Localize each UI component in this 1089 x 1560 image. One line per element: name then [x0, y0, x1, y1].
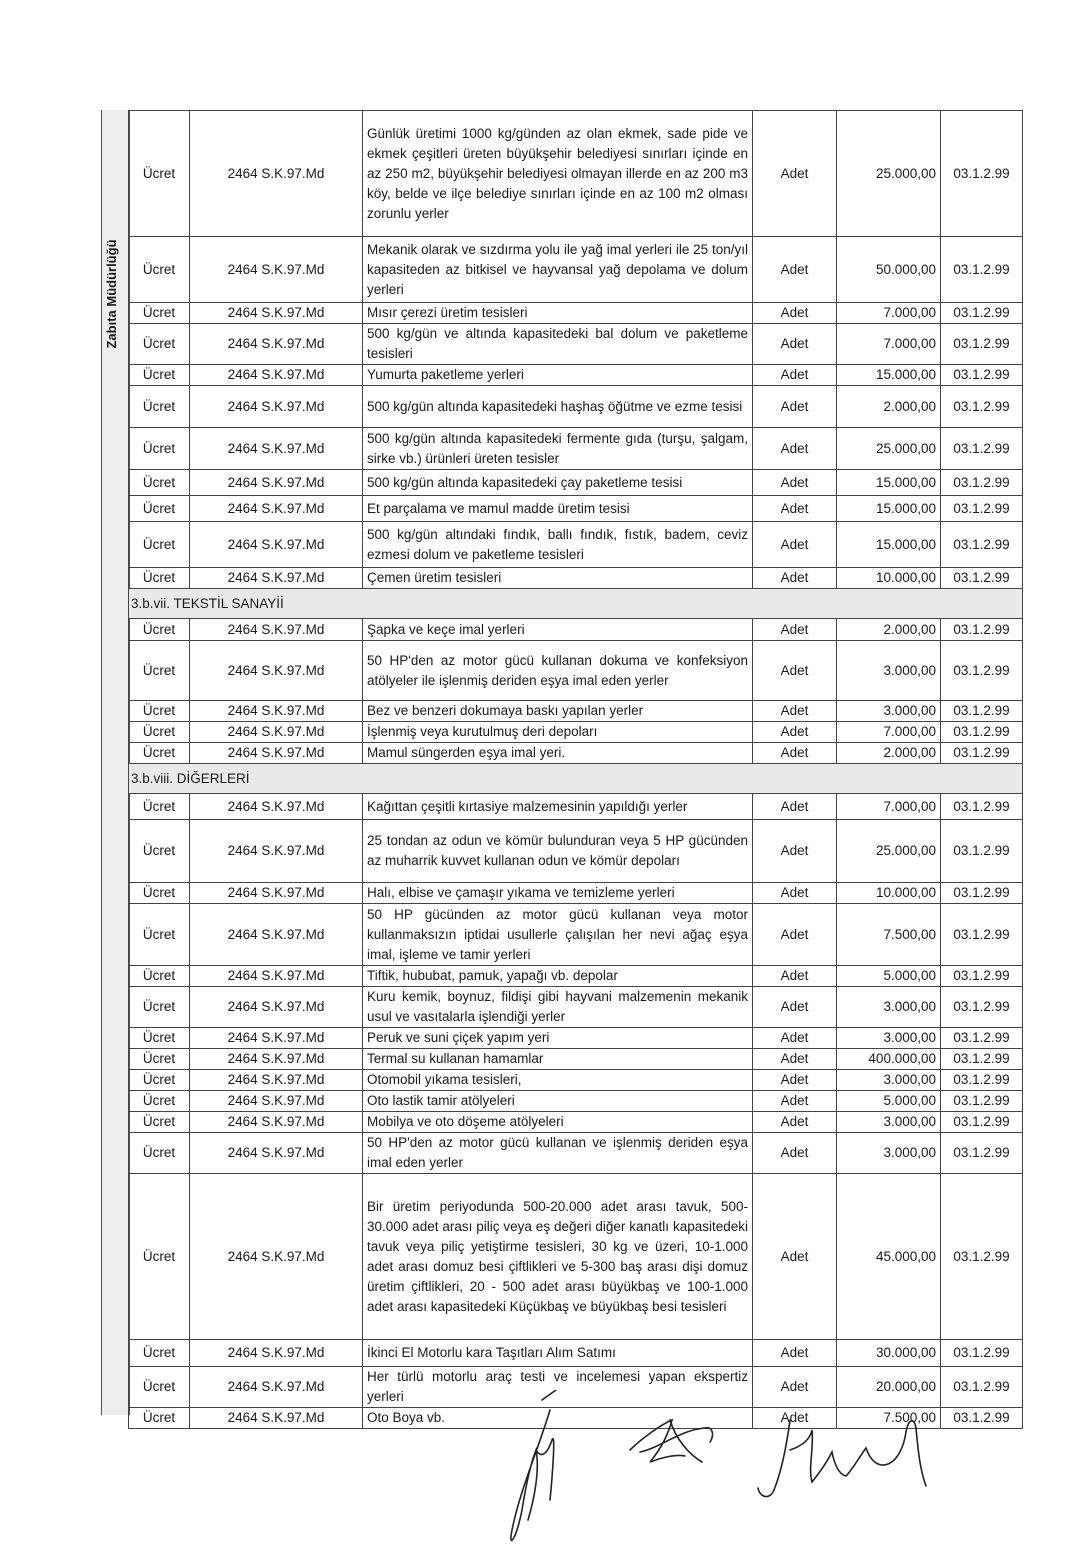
unit-cell: Adet [753, 324, 837, 365]
unit-cell: Adet [753, 496, 837, 522]
amount-cell: 50.000,00 [837, 237, 941, 303]
unit-cell: Adet [753, 1091, 837, 1112]
fee-type-cell: Ücret [129, 1028, 190, 1049]
table-row [129, 568, 1023, 589]
amount-cell: 10.000,00 [837, 883, 941, 904]
amount-cell: 3.000,00 [837, 1133, 941, 1174]
fee-table-body [129, 111, 1023, 1429]
budget-code-cell: 03.1.2.99 [941, 1028, 1023, 1049]
description-cell: Şapka ve keçe imal yerleri [363, 619, 753, 641]
law-reference-cell: 2464 S.K.97.Md [190, 883, 363, 904]
description-cell: Mobilya ve oto döşeme atölyeleri [363, 1112, 753, 1133]
table-row [129, 794, 1023, 820]
table-row [129, 743, 1023, 764]
description-cell: Bir üretim periyodunda 500-20.000 adet arası tavuk, 500-30.000 adet arası piliç veya eş değeri diğer kanatlı kapasitedeki tavuk veya piliç yetiştirme tesisleri, 30 kg ve üzeri, 10-1.000 adet arası domuz besi çiftlikleri ve 5-300 baş arası dişi domuz üretim çiftlikleri, 20 - 500 adet arası büyükbaş ve 100-1.000 adet arası kapasitedeki Küçükbaş ve büyükbaş besi tesisleri [363, 1174, 753, 1340]
fee-type-cell: Ücret [129, 641, 190, 701]
budget-code-cell: 03.1.2.99 [941, 1091, 1023, 1112]
budget-code-cell: 03.1.2.99 [941, 987, 1023, 1028]
description-cell: 500 kg/gün altında kapasitedeki çay paketleme tesisi [363, 470, 753, 496]
description-cell: 500 kg/gün ve altında kapasitedeki bal dolum ve paketleme tesisleri [363, 324, 753, 365]
budget-code-cell: 03.1.2.99 [941, 1408, 1023, 1429]
amount-cell: 3.000,00 [837, 1028, 941, 1049]
law-reference-cell: 2464 S.K.97.Md [190, 1340, 363, 1367]
fee-type-cell: Ücret [129, 619, 190, 641]
description-cell: Et parçalama ve mamul madde üretim tesisi [363, 496, 753, 522]
law-reference-cell: 2464 S.K.97.Md [190, 522, 363, 568]
description-cell: 50 HP'den az motor gücü kullanan ve işlenmiş deriden eşya imal eden yerler [363, 1133, 753, 1174]
fee-type-cell: Ücret [129, 1112, 190, 1133]
budget-code-cell: 03.1.2.99 [941, 1133, 1023, 1174]
unit-cell: Adet [753, 987, 837, 1028]
law-reference-cell: 2464 S.K.97.Md [190, 428, 363, 470]
unit-cell: Adet [753, 820, 837, 883]
table-row [129, 237, 1023, 303]
unit-cell: Adet [753, 386, 837, 428]
budget-code-cell: 03.1.2.99 [941, 365, 1023, 386]
signature-3 [758, 1420, 926, 1497]
description-cell: Kağıttan çeşitli kırtasiye malzemesinin yapıldığı yerler [363, 794, 753, 820]
table-row [129, 365, 1023, 386]
law-reference-cell: 2464 S.K.97.Md [190, 303, 363, 324]
description-cell: 25 tondan az odun ve kömür bulunduran veya 5 HP gücünden az muharrik kuvvet kullanan odun ve kömür depoları [363, 820, 753, 883]
budget-code-cell: 03.1.2.99 [941, 568, 1023, 589]
description-cell: 50 HP gücünden az motor gücü kullanan veya motor kullanmaksızın iptidai usullerle çalışılan her nevi ağaç eşya imal, işleme ve tamir yerleri [363, 904, 753, 966]
table-row [129, 722, 1023, 743]
amount-cell: 2.000,00 [837, 743, 941, 764]
amount-cell: 45.000,00 [837, 1174, 941, 1340]
description-cell: 500 kg/gün altında kapasitedeki haşhaş öğütme ve ezme tesisi [363, 386, 753, 428]
amount-cell: 2.000,00 [837, 386, 941, 428]
budget-code-cell: 03.1.2.99 [941, 1340, 1023, 1367]
unit-cell: Adet [753, 641, 837, 701]
law-reference-cell: 2464 S.K.97.Md [190, 904, 363, 966]
fee-type-cell: Ücret [129, 883, 190, 904]
law-reference-cell: 2464 S.K.97.Md [190, 987, 363, 1028]
fee-type-cell: Ücret [129, 386, 190, 428]
unit-cell: Adet [753, 883, 837, 904]
description-cell: 500 kg/gün altında kapasitedeki fermente gıda (turşu, şalgam, sirke vb.) ürünleri üreten tesisler [363, 428, 753, 470]
description-cell: 50 HP'den az motor gücü kullanan dokuma ve konfeksiyon atölyeler ile işlenmiş deriden eşya imal eden yerler [363, 641, 753, 701]
table-row [129, 641, 1023, 701]
budget-code-cell: 03.1.2.99 [941, 820, 1023, 883]
budget-code-cell: 03.1.2.99 [941, 883, 1023, 904]
description-cell: Oto lastik tamir atölyeleri [363, 1091, 753, 1112]
law-reference-cell: 2464 S.K.97.Md [190, 1091, 363, 1112]
fee-type-cell: Ücret [129, 820, 190, 883]
fee-type-cell: Ücret [129, 743, 190, 764]
law-reference-cell: 2464 S.K.97.Md [190, 386, 363, 428]
description-cell: Mısır çerezi üretim tesisleri [363, 303, 753, 324]
unit-cell: Adet [753, 365, 837, 386]
budget-code-cell: 03.1.2.99 [941, 1174, 1023, 1340]
amount-cell: 5.000,00 [837, 966, 941, 987]
budget-code-cell: 03.1.2.99 [941, 470, 1023, 496]
table-row [129, 324, 1023, 365]
unit-cell: Adet [753, 1133, 837, 1174]
table-row [129, 303, 1023, 324]
amount-cell: 15.000,00 [837, 470, 941, 496]
amount-cell: 7.500,00 [837, 904, 941, 966]
budget-code-cell: 03.1.2.99 [941, 324, 1023, 365]
unit-cell: Adet [753, 1408, 837, 1429]
description-cell: Oto Boya vb. [363, 1408, 753, 1429]
department-sidebar [101, 110, 130, 1415]
amount-cell: 25.000,00 [837, 820, 941, 883]
unit-cell: Adet [753, 966, 837, 987]
unit-cell: Adet [753, 1174, 837, 1340]
fee-type-cell: Ücret [129, 1174, 190, 1340]
description-cell: Her türlü motorlu araç testi ve incelemesi yapan ekspertiz yerleri [363, 1367, 753, 1408]
description-cell: Peruk ve suni çiçek yapım yeri [363, 1028, 753, 1049]
amount-cell: 25.000,00 [837, 111, 941, 237]
budget-code-cell: 03.1.2.99 [941, 701, 1023, 722]
description-cell: Mamul süngerden eşya imal yeri. [363, 743, 753, 764]
budget-code-cell: 03.1.2.99 [941, 966, 1023, 987]
law-reference-cell: 2464 S.K.97.Md [190, 966, 363, 987]
fee-type-cell: Ücret [129, 794, 190, 820]
unit-cell: Adet [753, 237, 837, 303]
unit-cell: Adet [753, 1049, 837, 1070]
fee-type-cell: Ücret [129, 1070, 190, 1091]
budget-code-cell: 03.1.2.99 [941, 303, 1023, 324]
fee-type-cell: Ücret [129, 1340, 190, 1367]
law-reference-cell: 2464 S.K.97.Md [190, 641, 363, 701]
fee-type-cell: Ücret [129, 111, 190, 237]
budget-code-cell: 03.1.2.99 [941, 522, 1023, 568]
table-row [129, 1340, 1023, 1367]
amount-cell: 7.500,00 [837, 1408, 941, 1429]
amount-cell: 30.000,00 [837, 1340, 941, 1367]
unit-cell: Adet [753, 701, 837, 722]
law-reference-cell: 2464 S.K.97.Md [190, 1028, 363, 1049]
description-cell: Çemen üretim tesisleri [363, 568, 753, 589]
table-row [129, 987, 1023, 1028]
fee-type-cell: Ücret [129, 496, 190, 522]
description-cell: İşlenmiş veya kurutulmuş deri depoları [363, 722, 753, 743]
law-reference-cell: 2464 S.K.97.Md [190, 794, 363, 820]
unit-cell: Adet [753, 522, 837, 568]
fee-type-cell: Ücret [129, 324, 190, 365]
budget-code-cell: 03.1.2.99 [941, 111, 1023, 237]
budget-code-cell: 03.1.2.99 [941, 904, 1023, 966]
law-reference-cell: 2464 S.K.97.Md [190, 743, 363, 764]
amount-cell: 3.000,00 [837, 641, 941, 701]
law-reference-cell: 2464 S.K.97.Md [190, 237, 363, 303]
unit-cell: Adet [753, 1028, 837, 1049]
table-row [129, 1049, 1023, 1070]
law-reference-cell: 2464 S.K.97.Md [190, 820, 363, 883]
amount-cell: 15.000,00 [837, 496, 941, 522]
law-reference-cell: 2464 S.K.97.Md [190, 1112, 363, 1133]
unit-cell: Adet [753, 904, 837, 966]
unit-cell: Adet [753, 303, 837, 324]
fee-type-cell: Ücret [129, 904, 190, 966]
table-row [129, 883, 1023, 904]
law-reference-cell: 2464 S.K.97.Md [190, 1070, 363, 1091]
section-header-row [129, 764, 1023, 794]
signature-1 [511, 1390, 556, 1540]
amount-cell: 7.000,00 [837, 794, 941, 820]
law-reference-cell: 2464 S.K.97.Md [190, 470, 363, 496]
description-cell: 500 kg/gün altındaki fındık, ballı fındık, fıstık, badem, ceviz ezmesi dolum ve paketleme tesisleri [363, 522, 753, 568]
amount-cell: 400.000,00 [837, 1049, 941, 1070]
table-row [129, 1070, 1023, 1091]
fee-type-cell: Ücret [129, 365, 190, 386]
fee-type-cell: Ücret [129, 1049, 190, 1070]
budget-code-cell: 03.1.2.99 [941, 386, 1023, 428]
budget-code-cell: 03.1.2.99 [941, 722, 1023, 743]
amount-cell: 7.000,00 [837, 722, 941, 743]
amount-cell: 25.000,00 [837, 428, 941, 470]
signatures [490, 1390, 950, 1560]
fee-type-cell: Ücret [129, 701, 190, 722]
fee-type-cell: Ücret [129, 966, 190, 987]
fee-type-cell: Ücret [129, 568, 190, 589]
table-row [129, 1133, 1023, 1174]
fee-type-cell: Ücret [129, 1408, 190, 1429]
fee-type-cell: Ücret [129, 428, 190, 470]
table-row [129, 966, 1023, 987]
budget-code-cell: 03.1.2.99 [941, 619, 1023, 641]
unit-cell: Adet [753, 428, 837, 470]
budget-code-cell: 03.1.2.99 [941, 1070, 1023, 1091]
description-cell: Termal su kullanan hamamlar [363, 1049, 753, 1070]
law-reference-cell: 2464 S.K.97.Md [190, 1408, 363, 1429]
amount-cell: 3.000,00 [837, 701, 941, 722]
fee-type-cell: Ücret [129, 1091, 190, 1112]
law-reference-cell: 2464 S.K.97.Md [190, 1174, 363, 1340]
department-label: Zabıta Müdürlüğü [104, 239, 119, 349]
table-row [129, 619, 1023, 641]
section-title: 3.b.viii. DİĞERLERİ [129, 764, 1023, 794]
table-row [129, 701, 1023, 722]
budget-code-cell: 03.1.2.99 [941, 1112, 1023, 1133]
description-cell: Bez ve benzeri dokumaya baskı yapılan yerler [363, 701, 753, 722]
law-reference-cell: 2464 S.K.97.Md [190, 496, 363, 522]
unit-cell: Adet [753, 1070, 837, 1091]
unit-cell: Adet [753, 619, 837, 641]
amount-cell: 3.000,00 [837, 1070, 941, 1091]
budget-code-cell: 03.1.2.99 [941, 641, 1023, 701]
table-row [129, 1091, 1023, 1112]
budget-code-cell: 03.1.2.99 [941, 496, 1023, 522]
fee-type-cell: Ücret [129, 987, 190, 1028]
fee-table [128, 110, 1023, 1429]
amount-cell: 3.000,00 [837, 987, 941, 1028]
unit-cell: Adet [753, 1367, 837, 1408]
table-row [129, 904, 1023, 966]
unit-cell: Adet [753, 1340, 837, 1367]
unit-cell: Adet [753, 111, 837, 237]
fee-type-cell: Ücret [129, 1367, 190, 1408]
table-row [129, 111, 1023, 237]
table-row [129, 1028, 1023, 1049]
amount-cell: 15.000,00 [837, 522, 941, 568]
budget-code-cell: 03.1.2.99 [941, 428, 1023, 470]
budget-code-cell: 03.1.2.99 [941, 794, 1023, 820]
amount-cell: 5.000,00 [837, 1091, 941, 1112]
table-row [129, 1112, 1023, 1133]
unit-cell: Adet [753, 568, 837, 589]
unit-cell: Adet [753, 470, 837, 496]
fee-type-cell: Ücret [129, 722, 190, 743]
law-reference-cell: 2464 S.K.97.Md [190, 111, 363, 237]
table-row [129, 428, 1023, 470]
law-reference-cell: 2464 S.K.97.Md [190, 619, 363, 641]
fee-type-cell: Ücret [129, 522, 190, 568]
unit-cell: Adet [753, 794, 837, 820]
amount-cell: 3.000,00 [837, 1112, 941, 1133]
law-reference-cell: 2464 S.K.97.Md [190, 1133, 363, 1174]
fee-type-cell: Ücret [129, 470, 190, 496]
table-row [129, 496, 1023, 522]
budget-code-cell: 03.1.2.99 [941, 1049, 1023, 1070]
table-row [129, 470, 1023, 496]
description-cell: Otomobil yıkama tesisleri, [363, 1070, 753, 1091]
description-cell: Günlük üretimi 1000 kg/günden az olan ekmek, sade pide ve ekmek çeşitleri üreten büyükşehir belediyesi sınırları içinde en az 250 m2, büyükşehir belediyesi olmayan illerde en az 200 m3 köy, belde ve ilçe belediye sınırları içinde en az 100 m2 olması zorunlu yerler [363, 111, 753, 237]
amount-cell: 7.000,00 [837, 324, 941, 365]
amount-cell: 10.000,00 [837, 568, 941, 589]
amount-cell: 15.000,00 [837, 365, 941, 386]
budget-code-cell: 03.1.2.99 [941, 1367, 1023, 1408]
unit-cell: Adet [753, 1112, 837, 1133]
law-reference-cell: 2464 S.K.97.Md [190, 324, 363, 365]
unit-cell: Adet [753, 722, 837, 743]
amount-cell: 20.000,00 [837, 1367, 941, 1408]
fee-type-cell: Ücret [129, 1133, 190, 1174]
fee-type-cell: Ücret [129, 303, 190, 324]
description-cell: Yumurta paketleme yerleri [363, 365, 753, 386]
budget-code-cell: 03.1.2.99 [941, 743, 1023, 764]
table-row [129, 522, 1023, 568]
law-reference-cell: 2464 S.K.97.Md [190, 365, 363, 386]
section-header-row [129, 589, 1023, 619]
budget-code-cell: 03.1.2.99 [941, 237, 1023, 303]
amount-cell: 7.000,00 [837, 303, 941, 324]
law-reference-cell: 2464 S.K.97.Md [190, 568, 363, 589]
description-cell: Halı, elbise ve çamaşır yıkama ve temizleme yerleri [363, 883, 753, 904]
signature-2 [630, 1420, 712, 1462]
law-reference-cell: 2464 S.K.97.Md [190, 1049, 363, 1070]
section-title: 3.b.vii. TEKSTİL SANAYİİ [129, 589, 1023, 619]
description-cell: Tiftik, hububat, pamuk, yapağı vb. depolar [363, 966, 753, 987]
fee-type-cell: Ücret [129, 237, 190, 303]
law-reference-cell: 2464 S.K.97.Md [190, 722, 363, 743]
law-reference-cell: 2464 S.K.97.Md [190, 701, 363, 722]
description-cell: İkinci El Motorlu kara Taşıtları Alım Satımı [363, 1340, 753, 1367]
table-row [129, 820, 1023, 883]
law-reference-cell: 2464 S.K.97.Md [190, 1367, 363, 1408]
table-row [129, 386, 1023, 428]
description-cell: Kuru kemik, boynuz, fildişi gibi hayvani malzemenin mekanik usul ve vasıtalarla işlendiği yerler [363, 987, 753, 1028]
unit-cell: Adet [753, 743, 837, 764]
amount-cell: 2.000,00 [837, 619, 941, 641]
description-cell: Mekanik olarak ve sızdırma yolu ile yağ imal yerleri ile 25 ton/yıl kapasiteden az bitkisel ve hayvansal yağ depolama ve dolum yerleri [363, 237, 753, 303]
table-row [129, 1174, 1023, 1340]
